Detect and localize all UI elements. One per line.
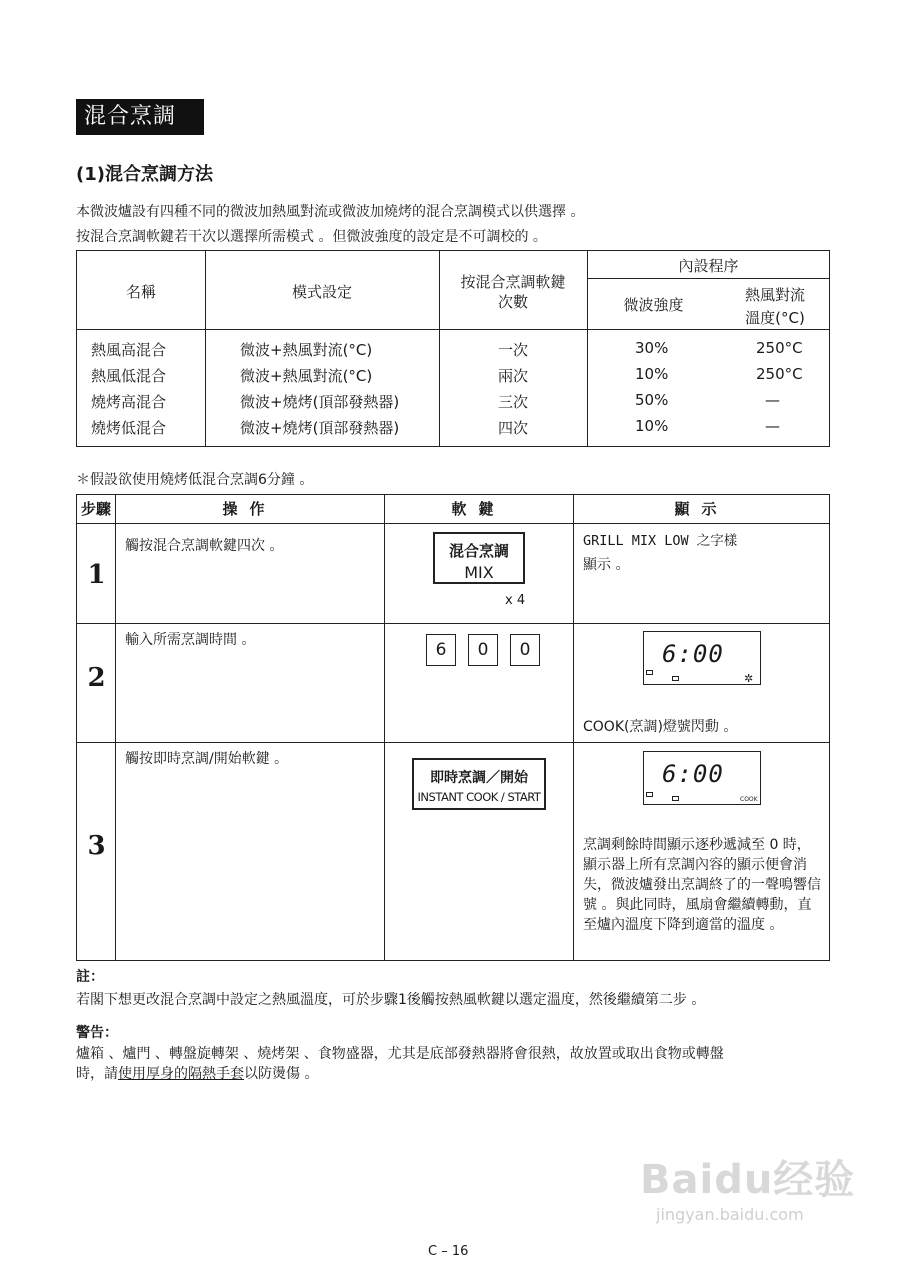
instant-cook-start-key[interactable] [412,758,546,810]
start-key-label: 即時烹調／開始 [430,770,528,786]
header-temp-2: 溫度(°C) [745,309,805,327]
warning-underlined-text: 使用厚身的隔熱手套 [118,1066,244,1082]
grill-indicator-icon [672,676,679,681]
subtitle: (1)混合烹調方法 [76,164,213,185]
row-2-power: 10% [635,365,669,383]
grill-indicator-icon [672,796,679,801]
lcd-display-step-3 [643,751,761,805]
mix-key-label: 混合烹調 [448,542,509,560]
step-1-display-line-2: 顯示 。 [583,557,630,573]
example-note: ＊假設欲使用燒烤低混合烹調6分鐘 。 [76,472,314,488]
lcd-display-step-2 [643,631,761,685]
row-2-temp: 250°C [756,365,803,383]
step-1-display-line-1: GRILL MIX LOW 之字樣 [583,533,738,549]
row-1-power: 30% [635,339,669,357]
row-4-presses: 四次 [497,419,528,437]
warning-line-2-prefix: 時，請 [76,1066,118,1082]
microwave-indicator-icon [646,670,653,675]
mode-table [76,250,830,447]
header-name: 名稱 [125,283,156,301]
row-1-mode: 微波+熱風對流(°C) [240,341,373,359]
digit-key-0[interactable]: 0 [468,634,498,666]
header-presses-1: 按混合烹調軟鍵 [460,273,566,291]
row-1-temp: 250°C [756,339,803,357]
step-3-number: 3 [87,831,106,861]
header-power: 微波強度 [623,296,684,314]
step-2-display-text: COOK(烹調)燈號閃動 。 [583,719,738,735]
watermark [640,1148,855,1224]
row-2-name: 熱風低混合 [91,367,167,385]
cook-flash-icon: ✲ [744,672,754,685]
warning-line-2-suffix: 以防燙傷 。 [244,1066,319,1082]
header-presses-2: 次數 [497,293,528,311]
step-1-operation: 觸按混合烹調軟鍵四次 。 [125,538,284,554]
warning-text-line-1: 爐箱 、爐門 、轉盤旋轉架 、燒烤架 、食物盛器，尤其是底部發熱器將會很熱，故放置或取出食物或轉盤 [76,1046,724,1062]
row-3-presses: 三次 [497,393,528,411]
digit-key-0-second[interactable]: 0 [510,634,540,666]
lcd-time-value-step-3: 6:00 [662,760,724,788]
step-2-number: 2 [87,663,106,693]
mix-key-sublabel: MIX [464,563,494,582]
header-step: 步驟 [80,500,111,518]
page-number: C – 16 [428,1244,469,1259]
header-operation: 操作 [222,500,277,518]
row-1-presses: 一次 [497,341,528,359]
header-temp-1: 熱風對流 [744,286,805,304]
microwave-indicator-icon [646,792,653,797]
note-text: 若閣下想更改混合烹調中設定之熱風溫度，可於步驟1後觸按熱風軟鍵以選定溫度，然後繼續第二步 。 [76,992,706,1008]
row-2-presses: 兩次 [497,367,528,385]
step-2-operation: 輸入所需烹調時間 。 [125,632,256,648]
header-key: 軟鍵 [451,500,506,518]
watermark-url: jingyan.baidu.com [656,1205,804,1224]
warning-text-line-2 [76,1064,836,1084]
header-display: 顯示 [674,500,729,518]
row-3-name: 燒烤高混合 [91,393,167,411]
row-4-power: 10% [635,417,669,435]
step-1-number: 1 [87,560,106,590]
step-3-operation: 觸按即時烹調/開始軟鍵 。 [125,751,289,767]
warning-label: 警告： [76,1025,118,1041]
digit-key-6[interactable]: 6 [426,634,456,666]
row-4-temp: — [765,417,780,435]
header-mode: 模式設定 [291,283,352,301]
row-3-power: 50% [635,391,669,409]
row-4-name: 燒烤低混合 [91,419,167,437]
mix-key[interactable] [433,532,525,584]
press-count: x 4 [505,593,526,608]
row-1-name: 熱風高混合 [91,341,167,359]
header-program: 內設程序 [678,257,739,275]
row-4-mode: 微波+燒烤(頂部發熱器) [240,419,400,437]
cook-indicator-label: COOK [740,796,758,803]
intro-line-2: 按混合烹調軟鍵若干次以選擇所需模式 。但微波強度的設定是不可調校的 。 [76,229,547,245]
note-label: 註： [76,969,104,985]
section-title: 混合烹調 [76,99,204,135]
intro-line-1: 本微波爐設有四種不同的微波加熱風對流或微波加燒烤的混合烹調模式以供選擇 。 [76,204,585,220]
row-3-temp: — [765,391,780,409]
start-key-sublabel: INSTANT COOK / START [417,790,541,804]
steps-table [76,494,830,961]
watermark-logo: Baidu经验 [640,1157,856,1203]
row-2-mode: 微波+熱風對流(°C) [240,367,373,385]
row-3-mode: 微波+燒烤(頂部發熱器) [240,393,400,411]
step-3-display-text: 烹調剩餘時間顯示逐秒遞減至 0 時，顯示器上所有烹調內容的顯示便會消失，微波爐發出烹調終了的一聲鳴響信號 。與此同時，風扇會繼續轉動，直至爐內溫度下降到適當的溫度 。 [583,837,821,933]
lcd-time-value: 6:00 [662,640,724,668]
